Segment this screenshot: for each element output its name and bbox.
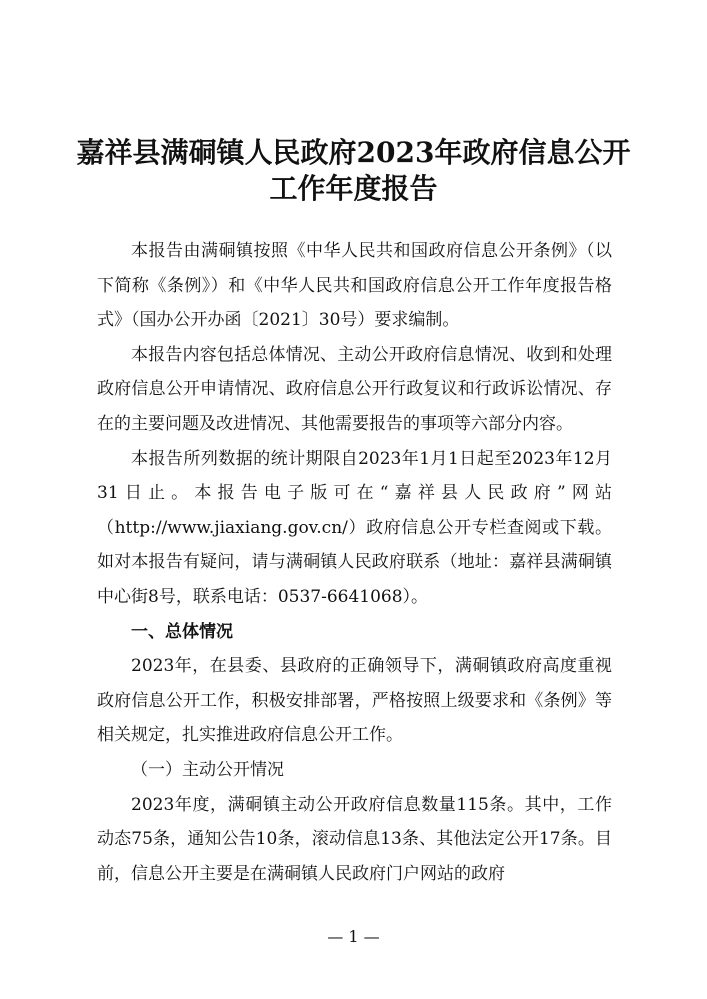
document-title-line-2: 工作年度报告 (269, 172, 438, 205)
intro-paragraph-3: 本报告所列数据的统计期限自2023年1月1日起至2023年12月31日止。本报告电子版可在“嘉祥县人民政府”网站（http://www.jiaxiang.gov.cn/）政府信息公开专栏查阅或下载。如对本报告有疑问，请与满硐镇人民政府联系（地址：嘉祥县满硐镇中心街8号，联系电话：0537-6641068）。 (97, 448, 612, 607)
overview-paragraph: 2023年，在县委、县政府的正确领导下，满硐镇政府高度重视政府信息公开工作，积极安排部署，严格按照上级要求和《条例》等相关规定，扎实推进政府信息公开工作。 (97, 656, 612, 746)
document-title-line-1: 嘉祥县满硐镇人民政府2023年政府信息公开 (76, 136, 631, 169)
section-heading-overview: 一、总体情况 (131, 621, 233, 642)
document-body (97, 234, 612, 891)
page-number: — 1 — (327, 927, 380, 946)
subsection-heading-proactive-disclosure: （一）主动公开情况 (131, 759, 284, 780)
proactive-disclosure-paragraph: 2023年度，满硐镇主动公开政府信息数量115条。其中，工作动态75条，通知公告10条，滚动信息13条、其他法定公开17条。目前，信息公开主要是在满硐镇人民政府门户网站的政府 (97, 794, 612, 884)
intro-paragraph-2: 本报告内容包括总体情况、主动公开政府信息情况、收到和处理政府信息公开申请情况、政府信息公开行政复议和行政诉讼情况、存在的主要问题及改进情况、其他需要报告的事项等六部分内容。 (97, 344, 612, 434)
intro-paragraph-1: 本报告由满硐镇按照《中华人民共和国政府信息公开条例》（以下简称《条例》）和《中华人民共和国政府信息公开工作年度报告格式》（国办公开办函〔2021〕30号）要求编制。 (97, 241, 612, 331)
